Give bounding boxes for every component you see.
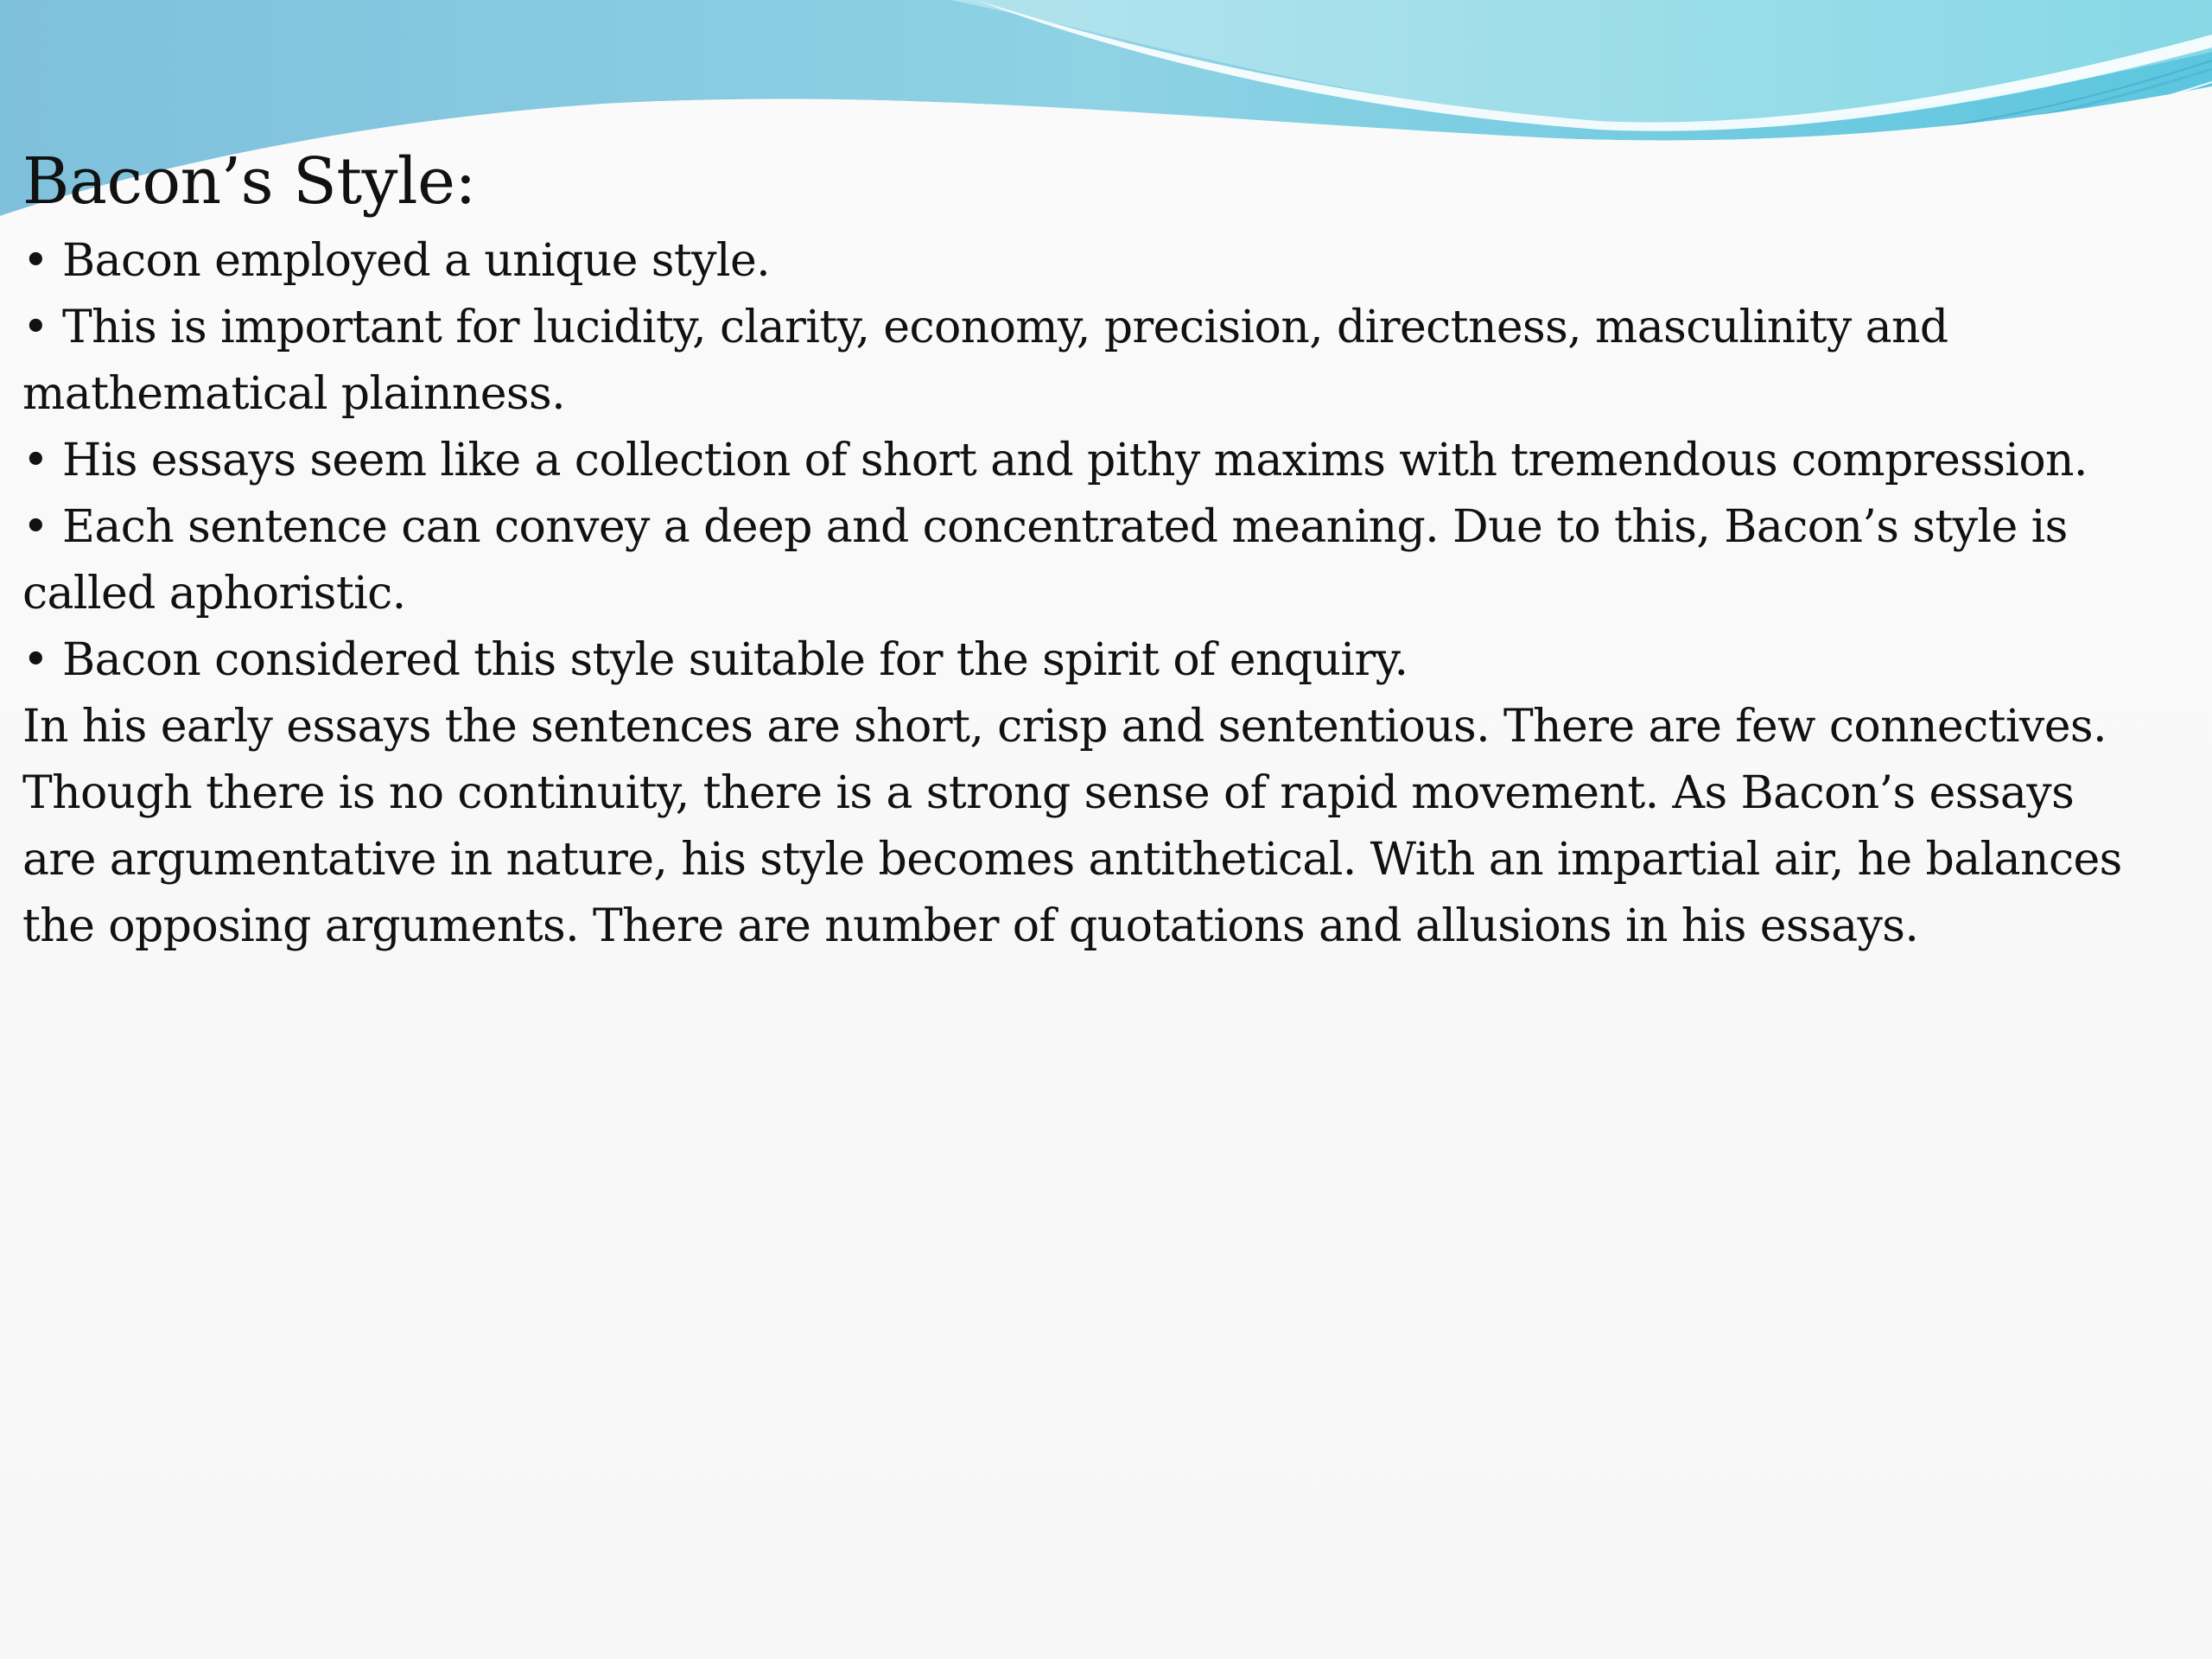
bullet-importance: • This is important for lucidity, clarity, economy, precision, directness, masculinity and mathematical plainness. bbox=[22, 302, 1948, 420]
bullet-aphoristic: • Each sentence can convey a deep and concentrated meaning. Due to this, Bacon’s style is called aphoristic. bbox=[22, 501, 2068, 620]
paragraph-early-essays: In his early essays the sentences are short, crisp and sententious. There are few connectives. Though there is no continuity, there is a strong sense of rapid movement. As Bacon’s essays are argumentative in nature, his style becomes antithetical. With an impartial air, he balances the opposing arguments. There are number of quotations and allusions in his essays. bbox=[22, 701, 2122, 952]
bullet-essays-maxims: • His essays seem like a collection of short and pithy maxims with tremendous compression. bbox=[22, 435, 2088, 486]
slide-title: Bacon’s Style: bbox=[22, 144, 476, 219]
slide-content bbox=[22, 138, 2148, 960]
bullet-spirit-of-enquiry: • Bacon considered this style suitable for the spirit of enquiry. bbox=[22, 634, 1408, 686]
bullet-unique-style: • Bacon employed a unique style. bbox=[22, 235, 771, 287]
